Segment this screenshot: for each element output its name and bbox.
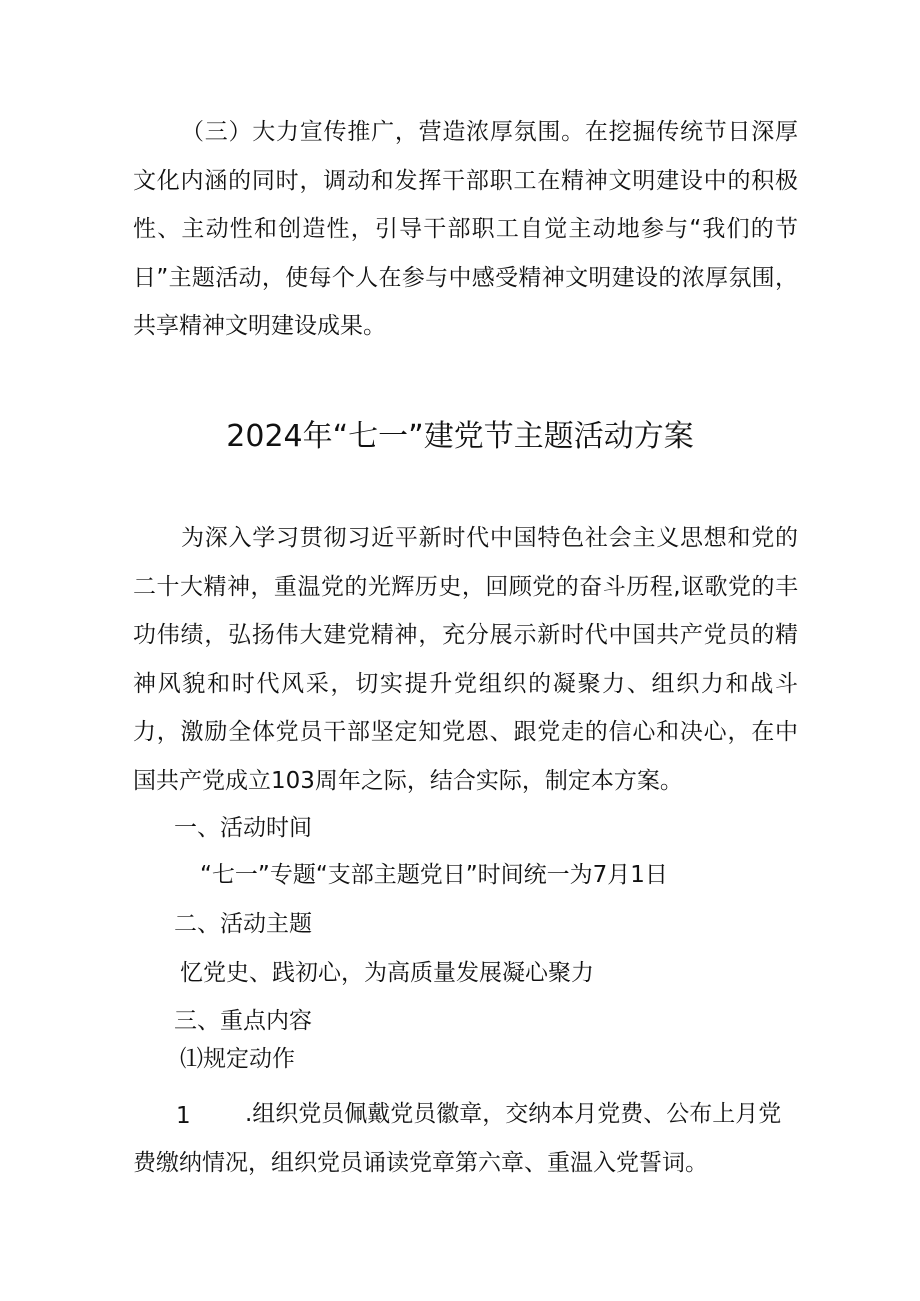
preface-paragraph (133, 514, 798, 805)
section-heading-theme: 二、活动主题 (174, 911, 312, 937)
intro-paragraph-text: （三）大力宣传推广，营造浓厚氛围。在挖掘传统节日深厚文化内涵的同时，调动和发挥干部职工在精神文明建设中的积极性、主动性和创造性，引导干部职工自觉主动地参与“我们的节日”主题活动，使每个人在参与中感受精神文明建设的浓厚氛围，共享精神文明建设成果。 (133, 119, 798, 339)
section-text-time: “七一”专题“支部主题党日”时间统一为7月1日 (200, 862, 668, 888)
item-number: 1 (176, 1103, 191, 1129)
section-heading-time: 一、活动时间 (174, 815, 312, 841)
item-paragraph-text: .组织党员佩戴党员徽章，交纳本月党费、公布上月党费缴纳情况，组织党员诵读党章第六章、重温入党誓词。 (133, 1101, 782, 1176)
section-heading-content: 三、重点内容 (174, 1008, 312, 1034)
intro-paragraph (133, 108, 798, 351)
document-title: 2024年“七一”建党节主题活动方案 (226, 419, 694, 454)
preface-paragraph-text: 为深入学习贯彻习近平新时代中国特色社会主义思想和党的二十大精神，重温党的光辉历史，回顾党的奋斗历程,讴歌党的丰功伟绩，弘扬伟大建党精神，充分展示新时代中国共产党员的精神风貌和时代风采，切实提升党组织的凝聚力、组织力和战斗力，激励全体党员干部坚定知党恩、跟党走的信心和决心，在中国共产党成立103周年之际，结合实际，制定本方案。 (133, 525, 798, 794)
section-text-theme: 忆党史、践初心，为高质量发展凝心聚力 (180, 960, 594, 986)
section-subheading-required-actions: ⑴规定动作 (180, 1046, 295, 1072)
item-paragraph (133, 1090, 798, 1187)
